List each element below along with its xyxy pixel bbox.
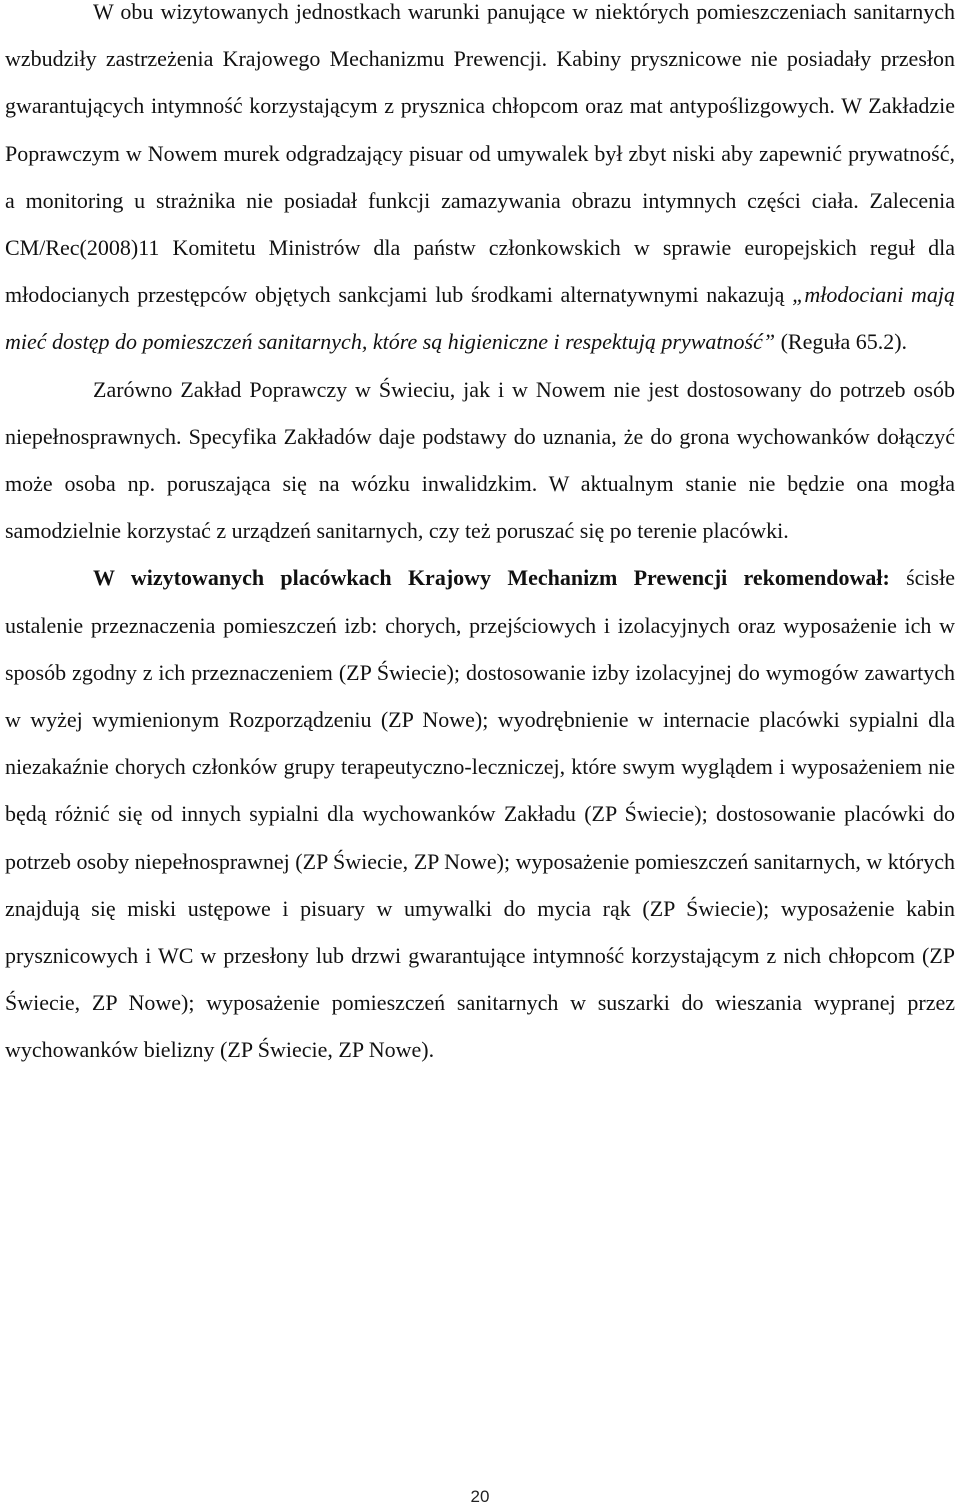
paragraph-text: Zarówno Zakład Poprawczy w Świeciu, jak i w Nowem nie jest dostosowany do potrzeb osób niepełnosprawnych. Specyfika Zakładów daje podstawy do uznania, że do grona wychowanków dołączyć może osoba np. poruszająca się na wózku inwalidzkim. W aktualnym stanie nie będzie ona mogła samodzielnie korzystać z urządzeń sanitarnych, czy też poruszać się po terenie placówki. [5,376,955,544]
paragraph-accessibility [5,366,955,555]
paragraph-recommendations [5,554,955,1073]
recommendations-lead: W wizytowanych placówkach Krajowy Mechanizm Prewencji rekomendował: [93,565,890,591]
quoted-regulation: „młodociani mają mieć dostęp do pomieszczeń sanitarnych, które są higieniczne i respektują prywatność” [5,282,955,355]
page-number: 20 [470,1487,490,1506]
paragraph-text: W obu wizytowanych jednostkach warunki panujące w niektórych pomieszczeniach sanitarnych wzbudziły zastrzeżenia Krajowego Mechanizmu Prewencji. Kabiny prysznicowe nie posiadały przesłon gwarantujących intymność korzystającym z prysznica chłopcom oraz mat antypoślizgowych. W Zakładzie Poprawczym w Nowem murek odgradzający pisuar od umywalek był zbyt niski aby zapewnić prywatność, a monitoring u strażnika nie posiadał funkcji zamazywania obrazu intymnych części ciała. Zalecenia CM/Rec(2008)11 Komitetu Ministrów dla państw członkowskich w sprawie europejskich reguł dla młodocianych przestępców objętych sankcjami lub środkami alternatywnymi nakazują [5,0,955,308]
document-body [5,0,955,1074]
paragraph-sanitary-conditions [5,0,955,366]
regulation-reference: (Reguła 65.2). [775,329,908,355]
recommendations-text: ścisłe ustalenie przeznaczenia pomieszczeń izb: chorych, przejściowych i izolacyjnych oraz wyposażenie ich w sposób zgodny z ich przeznaczeniem (ZP Świecie); dostosowanie izby izolacyjnej do wymogów zawartych w wyżej wymienionym Rozporządzeniu (ZP Nowe); wyodrębnienie w internacie placówki sypialni dla niezakaźnie chorych członków grupy terapeutyczno-leczniczej, które swym wyglądem i wyposażeniem nie będą różnić się od innych sypialni dla wychowanków Zakładu (ZP Świecie); dostosowanie placówki do potrzeb osoby niepełnosprawnej (ZP Świecie, ZP Nowe); wyposażenie pomieszczeń sanitarnych, w których znajdują się miski ustępowe i pisuary w umywalki do mycia rąk (ZP Świecie); wyposażenie kabin prysznicowych i WC w przesłony lub drzwi gwarantujące intymność korzystającym z nich chłopcom (ZP Świecie, ZP Nowe); wyposażenie pomieszczeń sanitarnych w suszarki do wieszania wypranej przez wychowanków bielizny (ZP Świecie, ZP Nowe). [5,565,955,1063]
